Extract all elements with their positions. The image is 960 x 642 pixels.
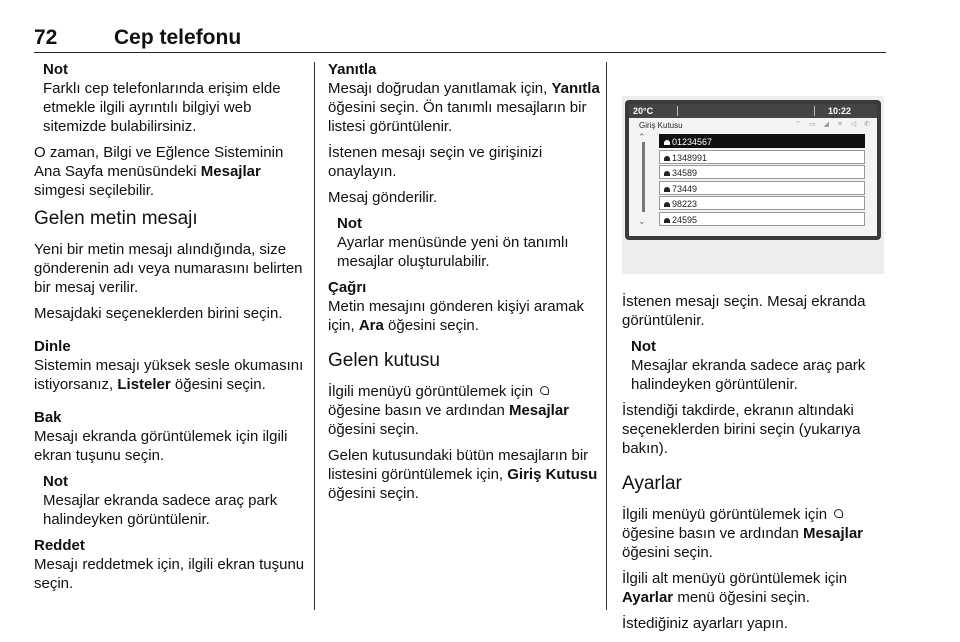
paragraph: İlgili menüyü görüntülemek için öğesine basın ve ardından Mesajlar öğesini seçin. [328, 383, 570, 438]
status-divider [677, 106, 678, 116]
bold-term: Mesajlar [200, 163, 261, 180]
scroll-up-icon[interactable]: ⌃ [638, 132, 646, 142]
option-title: Dinle [34, 338, 71, 355]
display-screen [629, 104, 877, 236]
note-text: Mesajlar ekranda sadece araç park halindeyken görüntülenir. [631, 357, 866, 393]
paragraph: İstendiği takdirde, ekranın altındaki seçeneklerden birini seçin (yukarıya bakın). [622, 402, 861, 457]
paragraph: Mesaj gönderilir. [328, 189, 438, 206]
message-sender: 01234567 [672, 137, 713, 147]
message-sender: 34589 [672, 168, 698, 178]
scroll-down-icon[interactable]: ⌄ [638, 216, 646, 226]
home-icon [539, 385, 551, 397]
message-sender: 1348991 [672, 152, 708, 163]
paragraph: İstenen mesajı seçin. Mesaj ekranda görüntülenir. [622, 293, 866, 329]
message-list [659, 134, 865, 227]
page-number: 72 [34, 26, 58, 49]
note-title: Not [337, 215, 362, 232]
message-row[interactable] [659, 165, 865, 179]
message-row[interactable] [659, 134, 865, 148]
option-title: Bak [34, 409, 62, 426]
inbox-title: Giriş Kutusu [639, 121, 683, 130]
contact-icon [664, 187, 670, 192]
paragraph: İlgili menüyü görüntülemek için öğesine basın ve ardından Mesajlar öğesini seçin. [622, 506, 864, 561]
note-text: Mesajlar ekranda sadece araç park halindeyken görüntülenir. [43, 492, 278, 528]
note-block [43, 472, 308, 529]
option-cagri: Çağrı Metin mesajını gönderen kişiyi aramak için, Ara öğesini seçin. [328, 278, 600, 335]
page-header [34, 24, 886, 53]
option-title: Yanıtla [328, 61, 377, 78]
phone-status-icons: ⌔ ▭ ◢ ✕ ◁ ✆ [794, 121, 873, 128]
paragraph: İstediğiniz ayarları yapın. [622, 615, 788, 632]
column-divider [606, 62, 607, 610]
option-title: Reddet [34, 537, 85, 554]
paragraph: İlgili alt menüyü görüntülemek için Ayarlar menü öğesini seçin. [622, 570, 848, 606]
option-bak: Bak Mesajı ekranda görüntülemek için ilgili ekran tuşunu seçin. [34, 408, 308, 465]
clock-readout: 10:22 [827, 106, 851, 116]
temperature-readout: 20°C [633, 106, 654, 116]
status-bar [629, 104, 877, 118]
option-reddet: Reddet Mesajı reddetmek için, ilgili ekran tuşunu seçin. [34, 536, 308, 593]
section-heading: Gelen kutusu [328, 350, 440, 371]
message-row[interactable] [659, 196, 865, 210]
contact-icon [664, 171, 670, 176]
note-block [337, 214, 600, 271]
column-divider [314, 62, 315, 610]
message-sender: 73449 [672, 183, 698, 194]
paragraph: İstenen mesajı seçin ve girişinizi onaylayın. [328, 144, 543, 180]
paragraph: Mesajdaki seçeneklerden birini seçin. [34, 305, 283, 322]
paragraph: Yeni bir metin mesajı alındığında, size gönderenin adı veya numarasını belirten bir mesaj verilir. [34, 241, 303, 296]
contact-icon [664, 218, 670, 223]
paragraph: Gelen kutusundaki bütün mesajların bir listesini görüntülemek için, Giriş Kutusu öğesini seçin. [328, 447, 598, 502]
display-bezel [625, 100, 881, 240]
message-row[interactable] [659, 181, 865, 195]
note-block [43, 60, 308, 136]
contact-icon [664, 202, 670, 207]
column-1 [34, 60, 308, 600]
message-row[interactable] [659, 212, 865, 226]
home-icon [833, 508, 845, 520]
screen-illustration [622, 96, 884, 274]
note-text: Farklı cep telefonlarında erişim elde etmekle ilgili ayrıntılı bilgiyi web sitemizde bulabilirsiniz. [43, 80, 281, 135]
section-heading: Gelen metin mesajı [34, 208, 198, 229]
contact-icon [664, 156, 670, 161]
option-yanitla: Yanıtla Mesajı doğrudan yanıtlamak için, Yanıtla öğesini seçin. Ön tanımlı mesajların bir listesi görüntülenir. [328, 61, 600, 135]
status-divider [814, 106, 815, 116]
column-3 [622, 292, 888, 640]
message-sender: 24595 [672, 214, 698, 225]
message-sender: 98223 [672, 199, 698, 209]
note-block [631, 337, 888, 394]
note-title: Not [631, 338, 656, 355]
note-title: Not [43, 473, 68, 490]
option-title: Çağrı [328, 279, 367, 296]
page-title: Cep telefonu [114, 26, 242, 49]
note-text: Ayarlar menüsünde yeni ön tanımlı mesajlar oluşturulabilir. [337, 234, 569, 270]
section-heading: Ayarlar [622, 473, 682, 494]
column-2 [328, 60, 600, 510]
note-title: Not [43, 61, 68, 78]
contact-icon [664, 140, 670, 145]
option-dinle: Dinle Sistemin mesajı yüksek sesle okumasını istiyorsanız, Listeler öğesini seçin. [34, 337, 308, 394]
message-row[interactable] [659, 150, 865, 164]
scrollbar[interactable] [642, 142, 645, 212]
paragraph: O zaman, Bilgi ve Eğlence Sisteminin Ana Sayfa menüsündeki Mesajlar simgesi seçilebilir. [34, 144, 284, 199]
